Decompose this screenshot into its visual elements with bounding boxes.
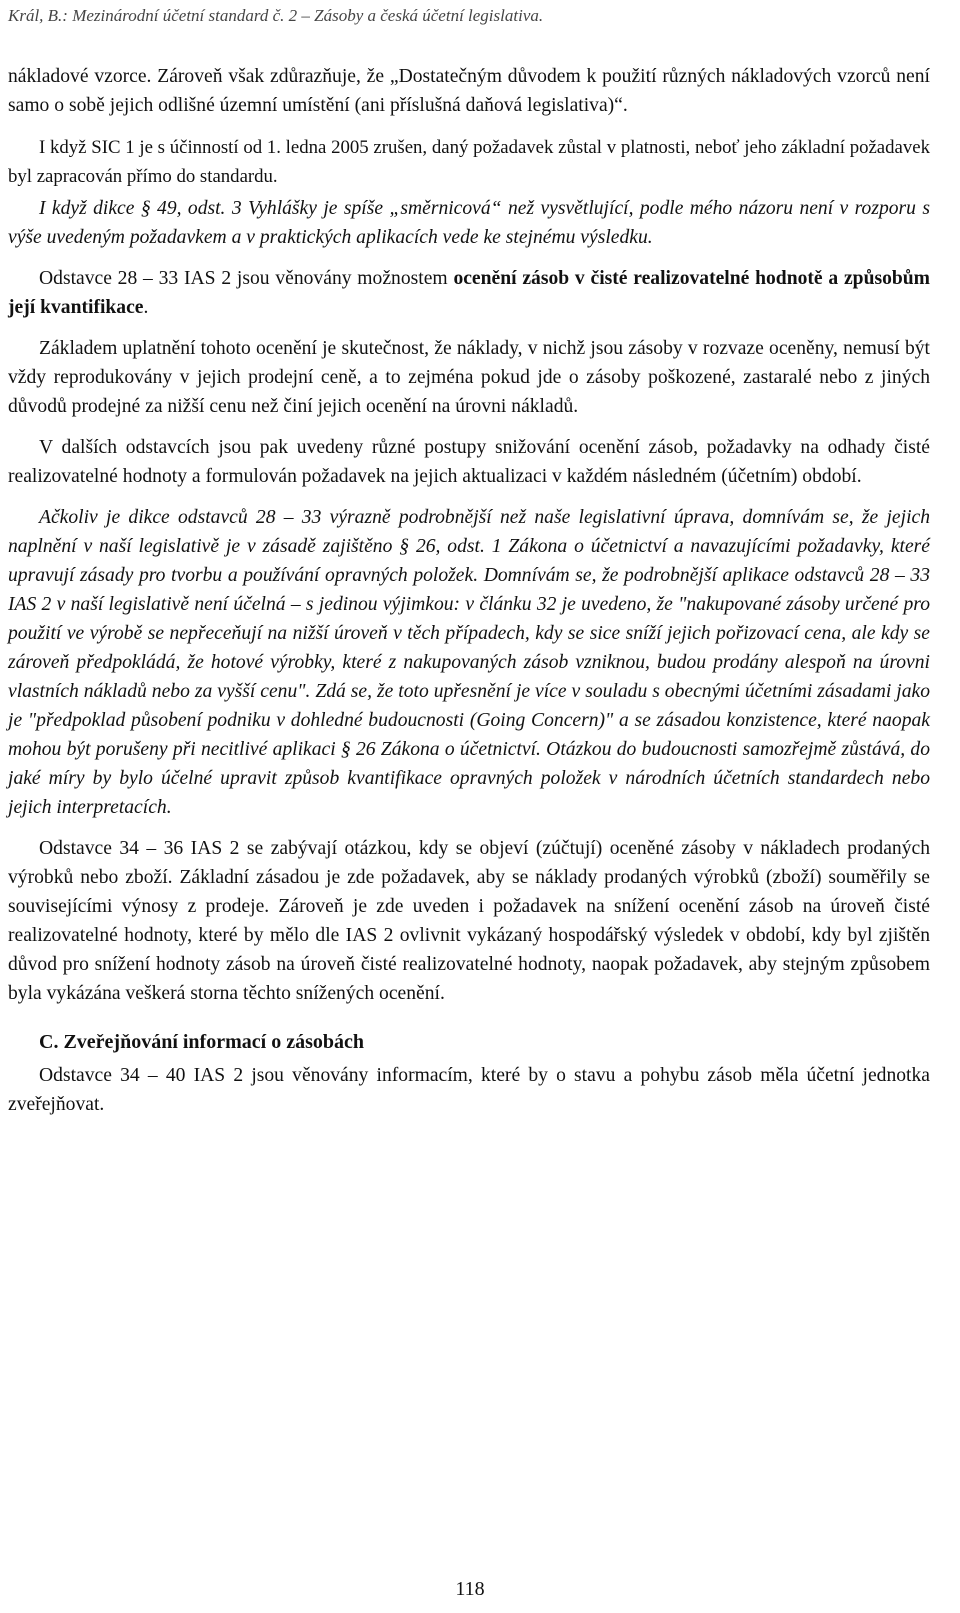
running-header: Král, B.: Mezinárodní účetní standard č. 2 – Zásoby a česká účetní legislativa.: [8, 6, 544, 25]
document-body: [8, 62, 930, 1131]
paragraph-ackoliv: Ačkoliv je dikce odstavců 28 – 33 výrazně podrobnější než naše legislativní úprava, domnívám se, že jejich naplnění v naší legislativě je v zásadě zajištěno § 26, odst. 1 Zákona o účetnictví a navazujícími požadavky, které upravují zásady pro tvorbu a používání opravných položek. Domnívám se, že podrobnější aplikace odstavců 28 – 33 IAS 2 v naší legislativě není účelná – s jedinou výjimkou: v článku 32 je uvedeno, že "nakupované zásoby určené pro použití ve výrobě se nepřeceňují na nižší úroveň v těch případech, kdy se sice sníží jejich pořizovací cena, ale kdy se zároveň předpokládá, že hotové výrobky, které z nakupovaných zásob vzniknou, budou prodány alespoň na úrovni vlastních nákladů nebo za vyšší cenu". Zdá se, že toto upřesnění je více v souladu s obecnými účetními zásadami jako je "předpoklad působení podniku v dohledné budoucnosti (Going Concern)" a se zásadou konzistence, které naopak mohou být porušeny při necitlivé aplikaci § 26 Zákona o účetnictví. Otázkou do budoucnosti samozřejmě zůstává, do jaké míry by bylo účelné upravit způsob kvantifikace opravných položek v národních účetních standardech nebo jejich interpretacích.: [8, 507, 930, 818]
emphasis-text: ocenění zásob v čisté realizovatelné hodnotě a způsobům její kvantifikace: [8, 268, 931, 318]
paragraph-dalsich-odstavcich: V dalších odstavcích jsou pak uvedeny různé postupy snižování ocenění zásob, požadavky na odhady čisté realizovatelné hodnoty a formulován požadavek na jejich aktualizaci v každém následném (účetním) období.: [8, 437, 930, 487]
page-number: 118: [455, 1578, 485, 1600]
paragraph-text: .: [143, 297, 149, 318]
paragraph-odstavce-34-36: Odstavce 34 – 36 IAS 2 se zabývají otázkou, kdy se objeví (zúčtují) oceněné zásoby v nákladech prodaných výrobků nebo zboží. Základní zásadou je zde požadavek, aby se náklady prodaných výrobků (zboží) souměřily se souvisejícími výnosy z prodeje. Zároveň je zde uveden i požadavek na snížení ocenění zásob na úroveň čisté realizovatelné hodnoty, které by mělo dle IAS 2 ovlivnit vykázaný hospodářský výsledek v období, kdy byl zjištěn důvod pro snížení hodnoty zásob na úroveň čisté realizovatelné hodnoty, naopak požadavek, aby stejným způsobem byla vykázána veškerá storna těchto snížených ocenění.: [8, 838, 930, 1004]
section-heading-c: C. Zveřejňování informací o zásobách: [39, 1031, 364, 1053]
paragraph-vyhlaska: I když dikce § 49, odst. 3 Vyhlášky je spíše „směrnicová“ než vysvětlující, podle mého názoru není v rozporu s výše uvedeným požadavkem a v praktických aplikacích vede ke stejnému výsledku.: [8, 198, 930, 248]
paragraph-sic1: I když SIC 1 je s účinností od 1. ledna 2005 zrušen, daný požadavek zůstal v platnosti, neboť jeho základní požadavek byl zapracován přímo do standardu.: [8, 137, 930, 187]
paragraph-continuation: nákladové vzorce. Zároveň však zdůrazňuje, že „Dostatečným důvodem k použití různých nákladových vzorců není samo o sobě jejich odlišné územní umístění (ani příslušná daňová legislativa)“.: [8, 66, 930, 116]
paragraph-odstavce-28-33: [8, 264, 930, 322]
paragraph-text: Odstavce 28 – 33 IAS 2 jsou věnovány možnostem: [39, 268, 454, 289]
paragraph-odstavce-34-40: Odstavce 34 – 40 IAS 2 jsou věnovány informacím, které by o stavu a pohybu zásob měla účetní jednotka zveřejňovat.: [8, 1065, 930, 1115]
paragraph-zakladem: Základem uplatnění tohoto ocenění je skutečnost, že náklady, v nichž jsou zásoby v rozvaze oceněny, nemusí být vždy reprodukovány v jejich prodejní ceně, a to zejména pokud jde o zásoby poškozené, zastaralé nebo z jiných důvodů prodejné za nižší cenu než činí jejich ocenění na úrovni nákladů.: [8, 338, 930, 417]
